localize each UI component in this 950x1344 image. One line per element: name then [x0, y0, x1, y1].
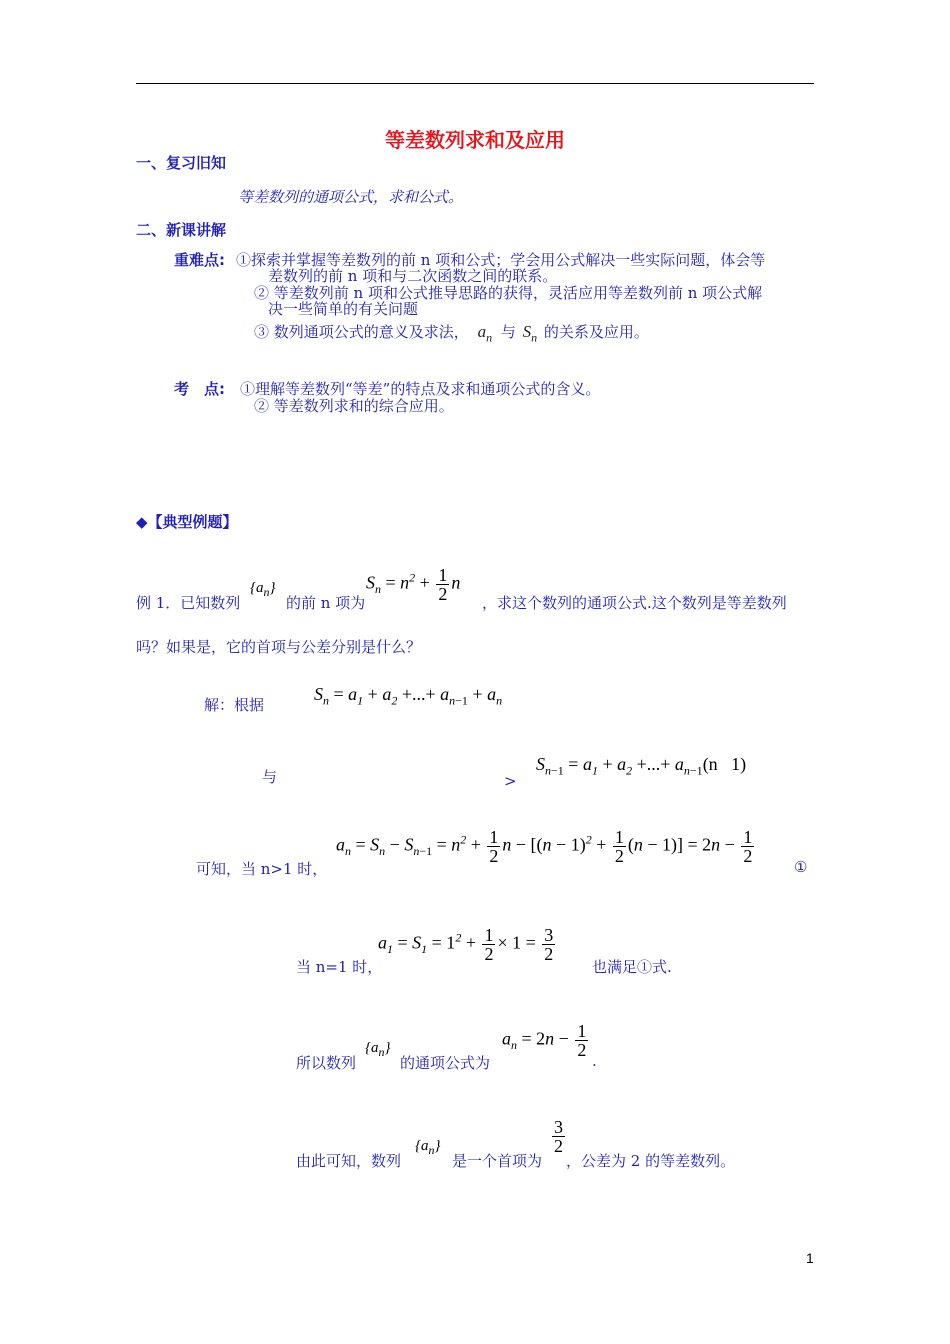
case-text: 可知，当 n>1 时， — [196, 860, 328, 878]
conclusion-suffix: ，公差为 2 的等差数列。 — [566, 1152, 736, 1170]
conclusion-mid: 是一个首项为 — [452, 1152, 543, 1170]
formula-sum-n: $S_n = a_1 + a_2$ +...+ $a_{n-1} + a_n$ — [314, 684, 503, 708]
formula-first-term: $\frac{3}{2}$ — [554, 1117, 563, 1156]
difficulty-label: 重难点: — [174, 251, 225, 269]
formula-a1: $a_1 = S_1 = 1^2$ + $\frac{1}{2}$ × 1 = $\frac{3}{2}$ — [378, 925, 554, 964]
solution-label: 解：根据 — [204, 696, 265, 714]
exam-point-2: ② 等差数列求和的综合应用。 — [254, 397, 454, 415]
formula-sn: $S_n = n^2$ + $\frac{1}{2}$ n — [366, 565, 461, 604]
page-number: 1 — [806, 1250, 814, 1266]
section-heading-review: 一、复习旧知 — [136, 154, 227, 172]
examples-heading: ◆【典型例题】 — [136, 513, 238, 531]
example1-line1-mid: 的前 n 项为 — [286, 594, 366, 612]
difficulty-1-line2: 差数列的前 n 项和与二次函数之间的联系。 — [268, 267, 558, 285]
formula-an-braces: $\{a_n\}$ — [250, 580, 276, 599]
header-rule — [136, 83, 814, 84]
n1-text: 当 n=1 时， — [296, 958, 383, 976]
difficulty-1-line1: ①探索并掌握等差数列的前 n 项和公式；学会用公式解决一些实际问题，体会等 — [236, 251, 766, 269]
example1-line1-suffix: ，求这个数列的通项公式.这个数列是等差数列 — [482, 594, 787, 612]
so-prefix: 所以数列 — [296, 1054, 357, 1072]
so-mid: 的通项公式为 — [400, 1054, 491, 1072]
difficulty-2-line1: ② 等差数列前 n 项和公式推导思路的获得，灵活应用等差数列前 n 项公式解 — [254, 284, 763, 302]
example1-line1-prefix: 例 1．已知数列 — [136, 594, 241, 612]
formula-an-derivation: $a_n = S_n - S_{n-1} = n^2$ + $\frac{1}{2}$ $n - [(n - 1)^2$ + $\frac{1}{2}$ (n − 1)] = 2n − $\frac{1}{2}$ — [336, 827, 753, 866]
formula-an-result: $a_n = 2n$ − $\frac{1}{2}$ — [502, 1021, 587, 1060]
formula-an-braces-2: $\{a_n\}$ — [365, 1040, 391, 1059]
formula-sum-n-minus-1: $S_{n-1} = a_1 + a_2$ +...+ $a_{n-1}(n$ 1) — [536, 754, 747, 778]
page-title: 等差数列求和及应用 — [385, 128, 565, 152]
exam-point-1: ①理解等差数列“等差”的特点及求和通项公式的含义。 — [240, 380, 601, 398]
formula-an-braces-3: $\{a_n\}$ — [415, 1138, 441, 1157]
exam-label: 考 点: — [174, 380, 225, 398]
n1-suffix: 也满足①式. — [592, 958, 672, 976]
and-label: 与 — [262, 768, 278, 786]
difficulty-3: ③ 数列通项公式的意义及求法， $a_n$ 与 $S_n$ 的关系及应用。 — [254, 322, 649, 345]
equation-number: ① — [794, 858, 808, 876]
review-text: 等差数列的通项公式，求和公式。 — [238, 188, 464, 206]
arrow-mark: > — [504, 772, 517, 790]
section-heading-new: 二、新课讲解 — [136, 221, 227, 239]
difficulty-2-line2: 决一些简单的有关问题 — [268, 300, 419, 318]
example1-line2: 吗？如果是，它的首项与公差分别是什么？ — [136, 638, 422, 656]
so-suffix: . — [592, 1052, 597, 1070]
conclusion-prefix: 由此可知，数列 — [296, 1152, 402, 1170]
